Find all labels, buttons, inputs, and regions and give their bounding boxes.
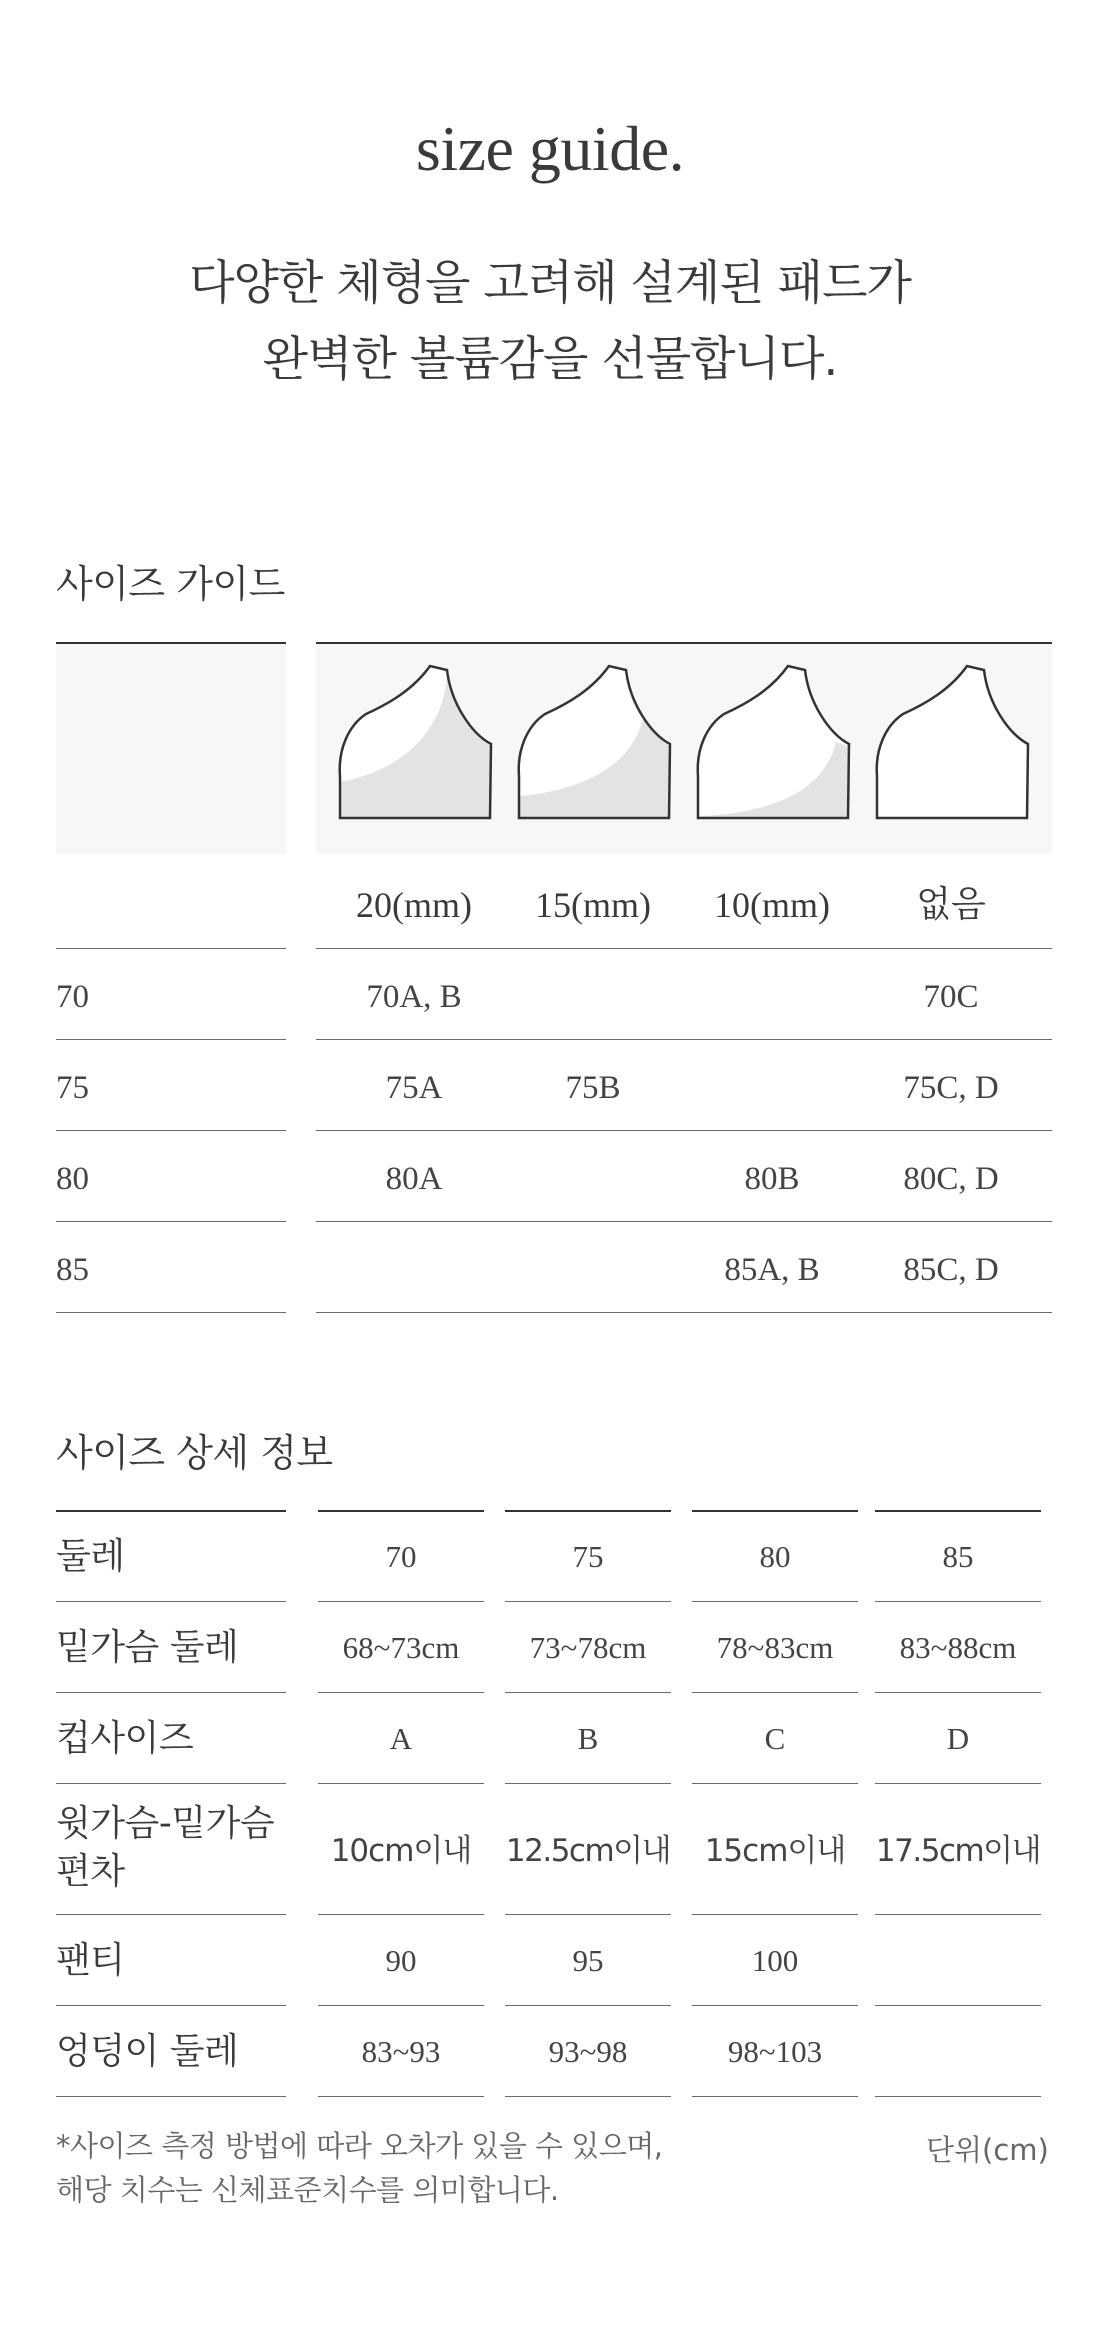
table-cell: 80B: [744, 1161, 800, 1197]
size-guide-top-rule-right: [316, 642, 1052, 644]
table-cell: 75C, D: [903, 1070, 999, 1106]
divider: [875, 2096, 1041, 2097]
detail-cell: 78~83cm: [716, 1630, 834, 1665]
table-cell: 80C, D: [903, 1161, 999, 1197]
divider: [875, 1914, 1041, 1915]
detail-cell: 100: [751, 1943, 799, 1978]
detail-cell: 15cm이내: [704, 1833, 846, 1869]
divider: [316, 1039, 1052, 1040]
detail-cell: 10cm이내: [330, 1833, 472, 1869]
divider: [875, 1692, 1041, 1693]
divider: [316, 1312, 1052, 1313]
divider: [692, 1692, 858, 1693]
divider: [56, 1130, 286, 1131]
detail-row-label: 컵사이즈: [56, 1718, 194, 1759]
detail-cell: C: [764, 1721, 786, 1756]
divider: [505, 2005, 671, 2006]
divider: [56, 1601, 286, 1602]
detail-top-rule: [318, 1510, 484, 1512]
detail-row-label: [56, 1800, 274, 1896]
detail-row-label: 둘레: [56, 1536, 125, 1577]
detail-cell: 12.5cm이내: [505, 1833, 671, 1869]
divider: [56, 1221, 286, 1222]
divider: [56, 2005, 286, 2006]
pad-20mm-icon: [330, 664, 494, 826]
page-subtitle: [0, 246, 1100, 398]
divider: [316, 1130, 1052, 1131]
size-guide-top-rule-left: [56, 642, 286, 644]
divider: [692, 1783, 858, 1784]
pad-none-icon: [867, 664, 1031, 826]
divider: [505, 1692, 671, 1693]
row-label: 80: [56, 1161, 89, 1197]
divider: [56, 1692, 286, 1693]
divider: [318, 1601, 484, 1602]
table-cell: 75B: [565, 1070, 621, 1106]
detail-cell: 93~98: [548, 2034, 628, 2069]
divider: [875, 1601, 1041, 1602]
size-guide-section-title: 사이즈 가이드: [56, 562, 285, 606]
divider: [505, 1914, 671, 1915]
divider: [505, 1601, 671, 1602]
table-cell: 70A, B: [366, 979, 462, 1015]
table-cell: 80A: [385, 1161, 443, 1197]
divider: [875, 1783, 1041, 1784]
divider: [692, 2096, 858, 2097]
divider: [56, 948, 286, 949]
divider: [318, 1783, 484, 1784]
detail-cell: 68~73cm: [342, 1630, 460, 1665]
table-cell: 75A: [385, 1070, 443, 1106]
detail-cell: 83~88cm: [899, 1630, 1017, 1665]
row-label: 85: [56, 1252, 89, 1288]
size-detail-section-title: 사이즈 상세 정보: [56, 1431, 333, 1475]
detail-cell: D: [946, 1721, 970, 1756]
detail-cell: 17.5cm이내: [875, 1833, 1041, 1869]
divider: [56, 2096, 286, 2097]
size-guide-band-left: [56, 642, 286, 854]
detail-top-rule: [692, 1510, 858, 1512]
divider: [56, 1039, 286, 1040]
divider: [316, 948, 1052, 949]
column-header-20mm: 20(mm): [356, 885, 472, 925]
detail-cell: 70: [385, 1539, 417, 1574]
detail-cell: 73~78cm: [529, 1630, 647, 1665]
column-header-none: 없음: [916, 884, 986, 925]
measurement-note: [56, 2124, 663, 2212]
table-cell: 85C, D: [903, 1252, 999, 1288]
detail-cell: B: [577, 1721, 599, 1756]
detail-cell: 83~93: [361, 2034, 441, 2069]
detail-cell: 90: [385, 1943, 417, 1978]
detail-top-rule: [56, 1510, 286, 1512]
divider: [692, 1601, 858, 1602]
subtitle-line-2: 완벽한 볼륨감을 선물합니다.: [262, 332, 838, 387]
divider: [318, 1914, 484, 1915]
divider: [316, 1221, 1052, 1222]
column-header-10mm: 10(mm): [714, 885, 830, 925]
table-cell: 85A, B: [724, 1252, 820, 1288]
divider: [56, 1914, 286, 1915]
row-label: 75: [56, 1070, 89, 1106]
divider: [56, 1312, 286, 1313]
divider: [318, 2096, 484, 2097]
detail-row-label: 팬티: [56, 1940, 125, 1981]
detail-cell: 85: [942, 1539, 974, 1574]
subtitle-line-1: 다양한 체형을 고려해 설계된 패드가: [189, 256, 911, 311]
divider: [56, 1783, 286, 1784]
detail-top-rule: [505, 1510, 671, 1512]
divider: [505, 2096, 671, 2097]
detail-row-label: 밑가슴 둘레: [56, 1627, 239, 1668]
measurement-note-line-2: 해당 치수는 신체표준치수를 의미합니다.: [56, 2173, 559, 2207]
divider: [318, 2005, 484, 2006]
detail-cell: 98~103: [727, 2034, 823, 2069]
pad-15mm-icon: [509, 664, 673, 826]
detail-cell: A: [389, 1721, 413, 1756]
detail-row-label-line-2: 편차: [56, 1851, 125, 1892]
divider: [692, 2005, 858, 2006]
measurement-note-line-1: *사이즈 측정 방법에 따라 오차가 있을 수 있으며,: [56, 2129, 663, 2163]
table-cell: 70C: [923, 979, 979, 1015]
pad-10mm-icon: [688, 664, 852, 826]
column-header-15mm: 15(mm): [535, 885, 651, 925]
divider: [318, 1692, 484, 1693]
divider: [505, 1783, 671, 1784]
detail-cell: 75: [572, 1539, 604, 1574]
detail-row-label: 엉덩이 둘레: [56, 2031, 239, 2072]
detail-row-label-line-1: 윗가슴-밑가슴: [56, 1803, 275, 1844]
divider: [692, 1914, 858, 1915]
divider: [875, 2005, 1041, 2006]
detail-top-rule: [875, 1510, 1041, 1512]
row-label: 70: [56, 979, 89, 1015]
unit-label: 단위(cm): [926, 2133, 1049, 2167]
detail-cell: 95: [572, 1943, 604, 1978]
detail-cell: 80: [759, 1539, 791, 1574]
page-title: size guide.: [415, 113, 685, 184]
